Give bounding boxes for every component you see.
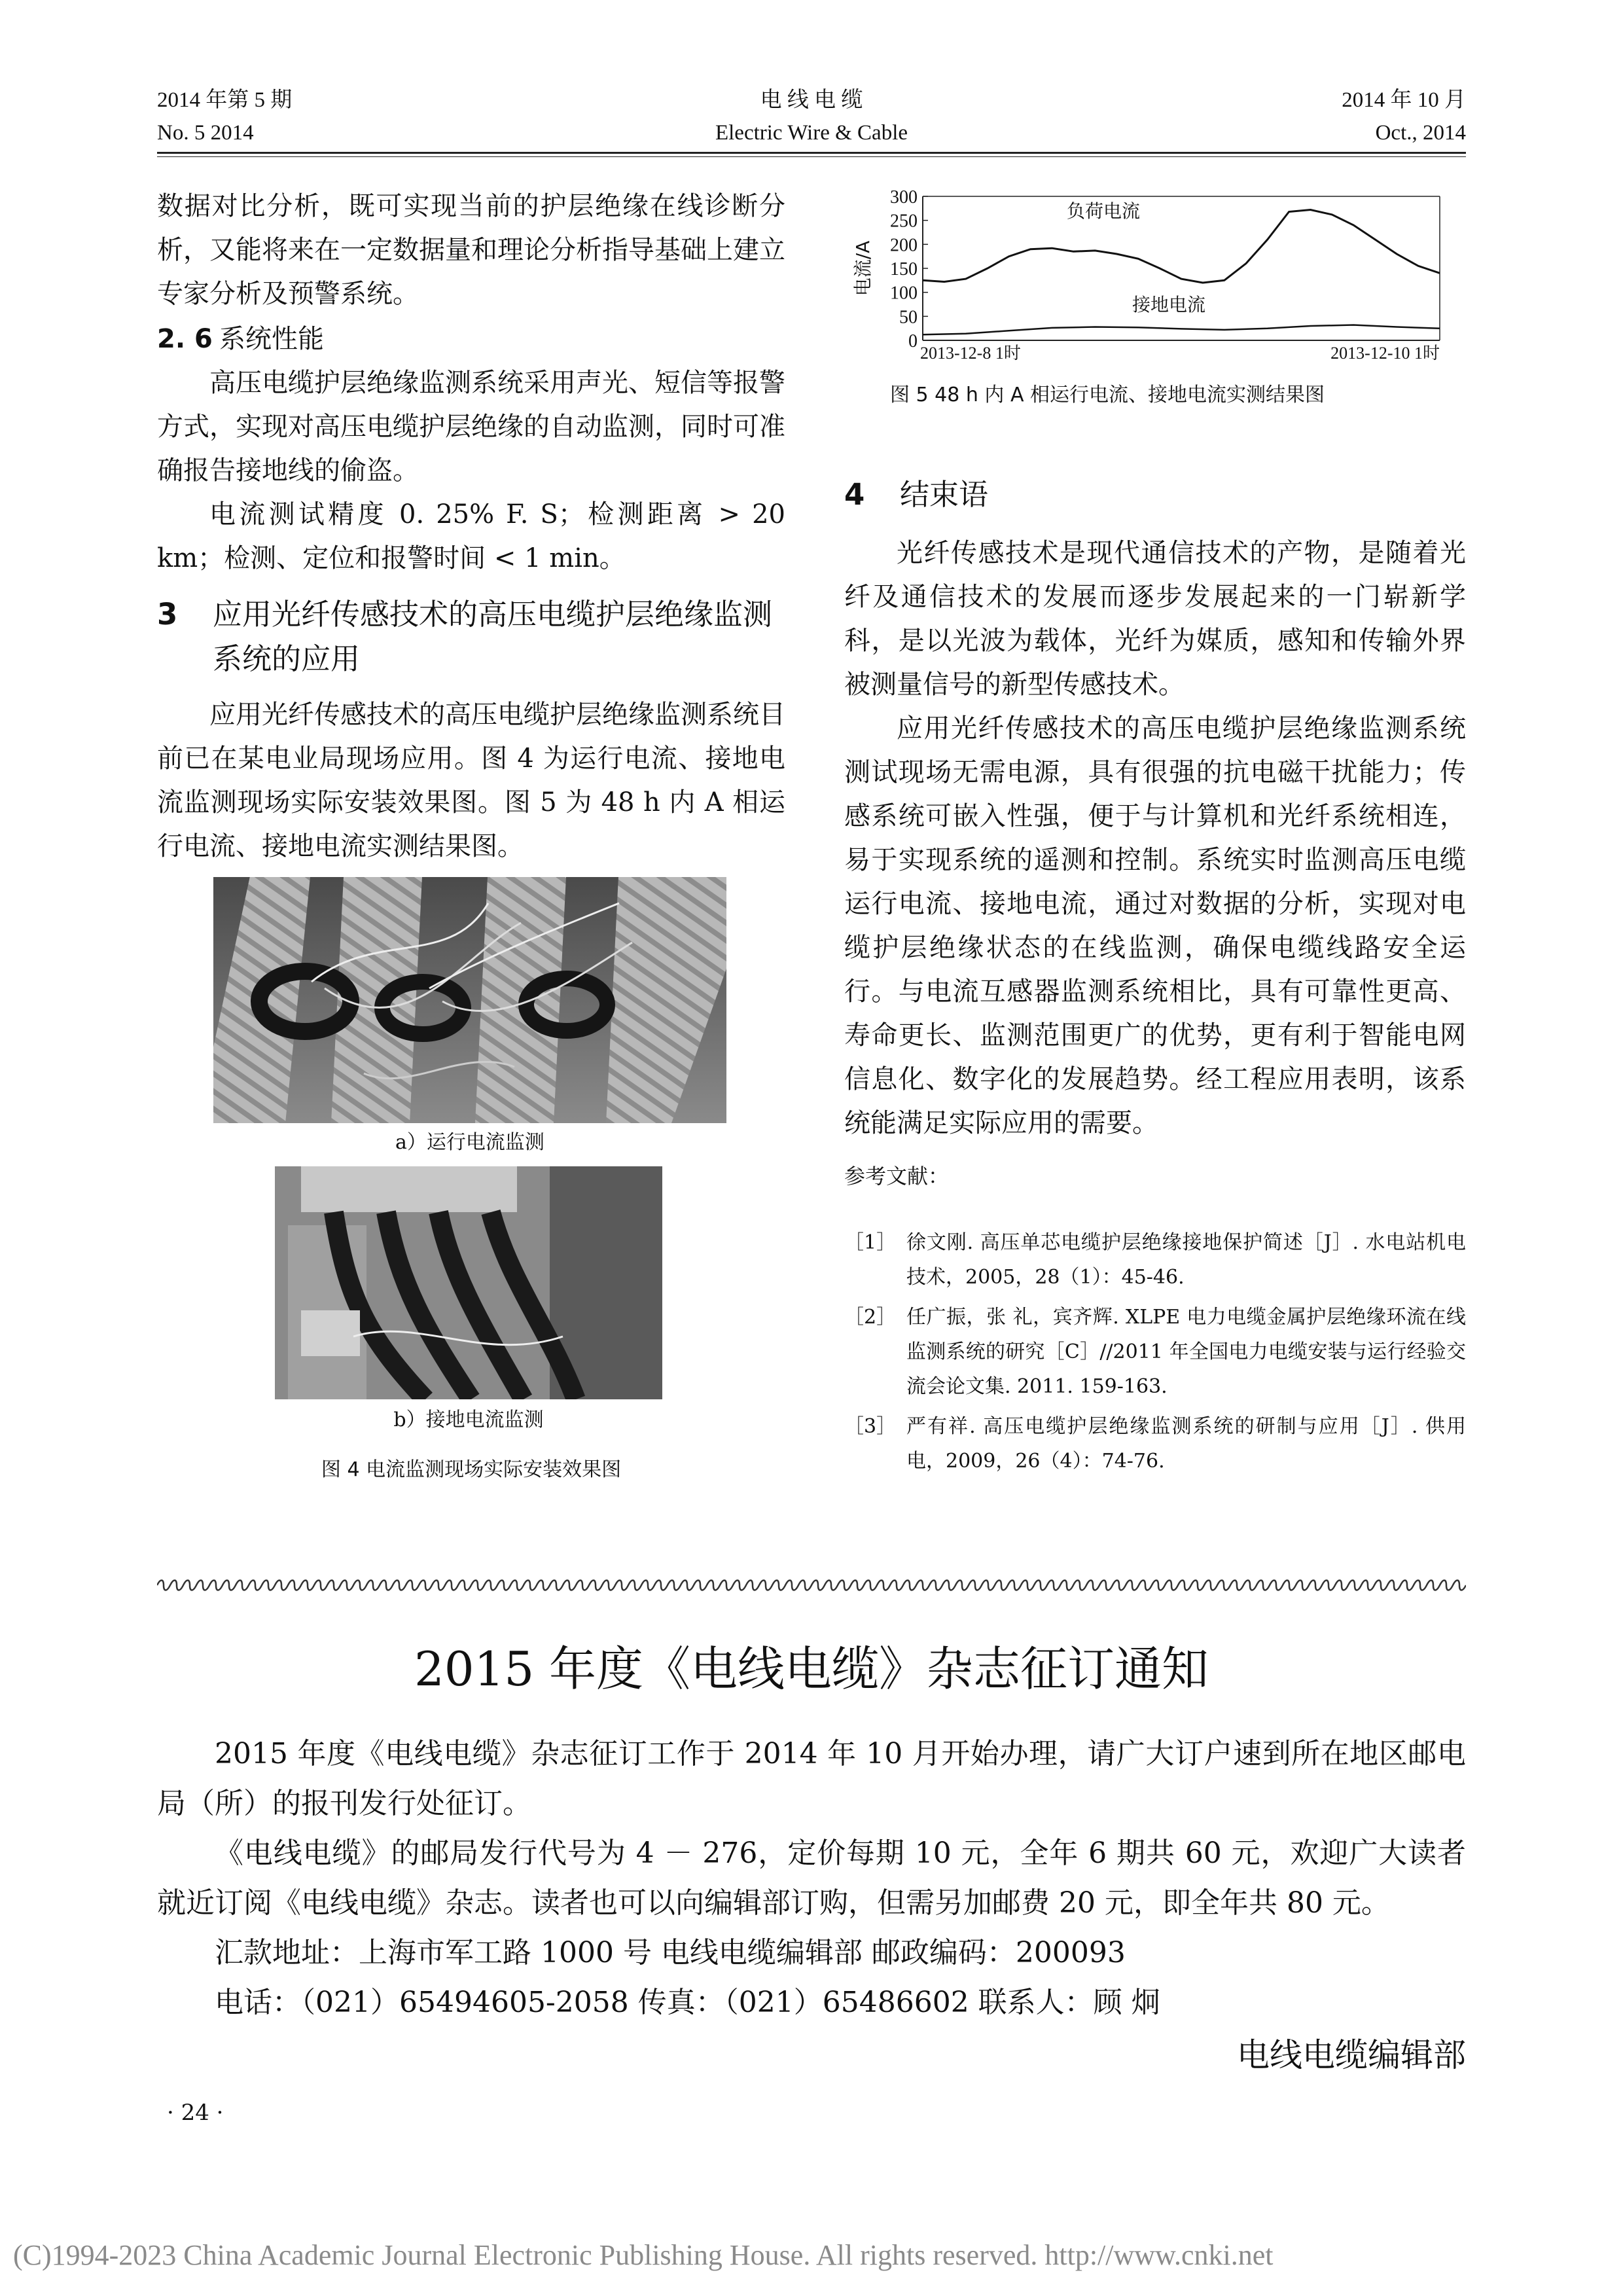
- reference-text: 任广振，张 礼，宾齐辉. XLPE 电力电缆金属护层绝缘环流在线监测系统的研究［C］//2011 年全国电力电缆安装与运行经验交流会论文集. 2011. 159-163.: [906, 1306, 1466, 1398]
- paragraph-3: 应用光纤传感技术的高压电缆护层绝缘监测系统目前已在某电业局现场应用。图 4 为运行电流、接地电流监测现场实际安装效果图。图 5 为 48 h 内 A 相运行电流、接地电流实测结果图。: [157, 700, 785, 861]
- section-title: 应用光纤传感技术的高压电缆护层绝缘监测系统的应用: [213, 597, 773, 676]
- reference-item: [844, 1225, 1466, 1295]
- left-column: [157, 185, 785, 869]
- y-tick-label: 100: [890, 283, 918, 304]
- ornamental-divider: [157, 1577, 1466, 1593]
- paragraph-4-a: 光纤传感技术是现代通信技术的产物，是随着光纤及通信技术的发展而逐步发展起来的一门崭新学科，是以光波为载体，光纤为媒质，感知和传输外界被测量信号的新型传感技术。: [844, 538, 1466, 700]
- figure-5-caption: 图 5 48 h 内 A 相运行电流、接地电流实测结果图: [890, 384, 1325, 406]
- chart-svg: [851, 185, 1466, 361]
- section-4-heading: [844, 473, 1466, 517]
- copyright-footer: (C)1994-2023 China Academic Journal Electronic Publishing House. All rights reserved. http://www.cnki.net: [13, 2239, 1274, 2271]
- notice-address: 汇款地址：上海市军工路 1000 号 电线电缆编辑部 邮政编码：200093: [215, 1936, 1126, 1969]
- y-tick-label: 0: [908, 331, 918, 351]
- date-cn: 2014 年 10 月: [1342, 88, 1466, 112]
- section-number: 2. 6: [157, 324, 213, 354]
- reference-text: 徐文刚. 高压单芯电缆护层绝缘接地保护简述［J］. 水电站机电技术，2005，28（1）：45-46.: [906, 1231, 1466, 1289]
- journal-title-cn: 电 线 电 缆: [760, 88, 863, 112]
- series-label-1: 负荷电流: [1067, 200, 1141, 222]
- paragraph-2-6-a: 高压电缆护层绝缘监测系统采用声光、短信等报警方式，实现对高压电缆护层绝缘的自动监测，同时可准确报告接地线的偷盗。: [157, 368, 785, 486]
- section-title: 结束语: [900, 477, 989, 512]
- y-tick-label: 150: [890, 259, 918, 279]
- notice-paragraph-2: 《电线电缆》的邮局发行代号为 4 － 276，定价每期 10 元，全年 6 期共 60 元，欢迎广大读者就近订阅《电线电缆》杂志。读者也可以向编辑部订购，但需另加邮费 20 元，即全年共 80 元。: [157, 1837, 1466, 1920]
- journal-title-en: Electric Wire & Cable: [715, 121, 908, 145]
- paragraph-2-6-b: 电流测试精度 0. 25% F. S；检测距离 > 20 km；检测、定位和报警时间 < 1 min。: [157, 499, 785, 573]
- notice-title: 2015 年度《电线电缆》杂志征订通知: [414, 1641, 1209, 1696]
- figure-4a-photo: [213, 877, 726, 1123]
- series-line-2: [923, 325, 1440, 335]
- y-tick-label: 200: [890, 235, 918, 256]
- series-line-1: [923, 210, 1440, 283]
- section-number: 4: [844, 477, 865, 512]
- reference-text: 严有祥. 高压电缆护层绝缘监测系统的研制与应用［J］. 供用电，2009，26（4）：74-76.: [906, 1415, 1466, 1473]
- section-2-6-heading: [157, 317, 785, 361]
- issue-cn: 2014 年第 5 期: [157, 88, 293, 112]
- section-number: 3: [157, 597, 178, 632]
- page-number: · 24 ·: [167, 2100, 224, 2126]
- paragraph-continuation: 数据对比分析，既可实现当前的护层绝缘在线诊断分析，又能将来在一定数据量和理论分析指导基础上建立专家分析及预警系统。: [157, 191, 785, 309]
- date-en: Oct., 2014: [1375, 121, 1466, 145]
- x-tick-label: 2013-12-10 1时: [1330, 344, 1440, 361]
- section-title: 系统性能: [219, 324, 324, 354]
- figure-5-chart: [851, 185, 1466, 361]
- x-tick-label: 2013-12-8 1时: [920, 344, 1021, 361]
- paragraph-4-b: 应用光纤传感技术的高压电缆护层绝缘监测系统测试现场无需电源，具有很强的抗电磁干扰能力；传感系统可嵌入性强，便于与计算机和光纤系统相连，易于实现系统的遥测和控制。系统实时监测高压电缆运行电流、接地电流，通过对数据的分析，实现对电缆护层绝缘状态的在线监测，确保电缆线路安全运行。与电流互感器监测系统相比，具有可靠性更高、寿命更长、监测范围更广的优势，更有利于智能电网信息化、数字化的发展趋势。经工程应用表明，该系统能满足实际应用的需要。: [844, 713, 1466, 1138]
- journal-date: [1230, 84, 1466, 149]
- journal-title: [681, 84, 942, 149]
- y-tick-label: 300: [890, 187, 918, 207]
- figure-4b-photo: [275, 1166, 662, 1399]
- issue-en: No. 5 2014: [157, 121, 254, 145]
- y-axis-label: 电流/A: [852, 240, 874, 296]
- figure-4a-illustration: [213, 877, 726, 1123]
- header-rule-thick: [157, 152, 1466, 154]
- notice-paragraph-1: 2015 年度《电线电缆》杂志征订工作于 2014 年 10 月开始办理，请广大订户速到所在地区邮电局（所）的报刊发行处征订。: [157, 1737, 1466, 1820]
- right-column: [844, 473, 1466, 1145]
- reference-number: ［3］: [844, 1415, 897, 1438]
- notice-contact: 电话：（021）65494605-2058 传真：（021）65486602 联系人：顾 炯: [215, 1986, 1160, 2019]
- figure-4-caption: 图 4 电流监测现场实际安装效果图: [321, 1458, 622, 1481]
- figure-4b-caption: b）接地电流监测: [393, 1408, 544, 1431]
- reference-item: [844, 1409, 1466, 1479]
- reference-number: ［2］: [844, 1306, 897, 1329]
- figure-4b-illustration: [275, 1166, 662, 1399]
- figure-4a-caption: a）运行电流监测: [395, 1131, 544, 1154]
- notice-signature: 电线电缆编辑部: [1237, 2036, 1466, 2074]
- y-tick-label: 50: [899, 307, 918, 328]
- series-label-2: 接地电流: [1132, 294, 1206, 315]
- reference-number: ［1］: [844, 1231, 897, 1254]
- journal-issue: [157, 84, 292, 149]
- reference-item: [844, 1300, 1466, 1404]
- references-list: [844, 1225, 1466, 1484]
- section-3-heading: [157, 592, 785, 681]
- header-rule-thin: [157, 156, 1466, 157]
- references-title: 参考文献：: [844, 1164, 950, 1189]
- divider-wave: [157, 1577, 1466, 1593]
- notice-body: [157, 1729, 1466, 2083]
- y-tick-label: 250: [890, 211, 918, 232]
